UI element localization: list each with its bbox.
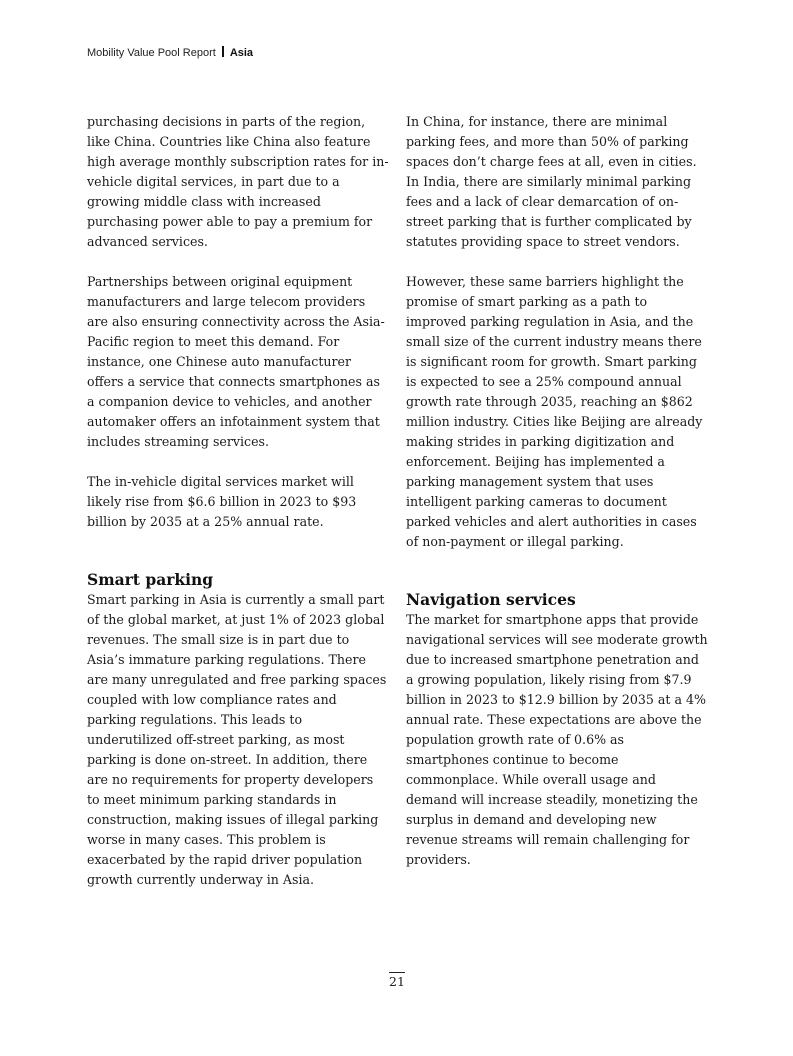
right-column bbox=[406, 112, 710, 870]
running-header bbox=[87, 46, 253, 59]
section-heading-navigation-services: Navigation services bbox=[406, 590, 576, 609]
paragraph: However, these same barriers highlight the promise of smart parking as a path to improved parking regulation in Asia, and the small size of the current industry means there is significant room for growth. Smart parking is expected to see a 25% compound annual growth rate through 2035, reaching an $862 million industry. Cities like Beijing are already making strides in parking digitization and enforcement. Beijing has implemented a parking management system that uses intelligent parking cameras to document parked vehicles and alert authorities in cases of non-payment or illegal parking. bbox=[406, 274, 703, 549]
report-title: Mobility Value Pool Report bbox=[87, 47, 216, 59]
paragraph: The in-vehicle digital services market will likely rise from $6.6 billion in 2023 to $93 billion by 2035 at a 25% annual rate. bbox=[87, 474, 357, 529]
paragraph: purchasing decisions in parts of the region, like China. Countries like China also feature high average monthly subscription rates for in-vehicle digital services, in part due to a growing middle class with increased purchasing power able to pay a premium for advanced services. bbox=[87, 114, 389, 249]
left-column bbox=[87, 112, 389, 890]
region-label: Asia bbox=[229, 47, 254, 59]
header-separator bbox=[222, 46, 224, 57]
paragraph: In China, for instance, there are minimal parking fees, and more than 50% of parking spaces don’t charge fees at all, even in cities. In India, there are similarly minimal parking fees and a lack of clear demarcation of on-street parking that is further complicated by statutes providing space to street vendors. bbox=[406, 114, 697, 249]
paragraph: The market for smartphone apps that provide navigational services will see moderate growth due to increased smartphone penetration and a growing population, likely rising from $7.9 billion in 2023 to $12.9 billion by 2035 at a 4% annual rate. These expectations are above the population growth rate of 0.6% as smartphones continue to become commonplace. While overall usage and demand will increase steadily, monetizing the surplus in demand and developing new revenue streams will remain challenging for providers. bbox=[406, 612, 708, 867]
page-number: 21 bbox=[389, 974, 405, 989]
paragraph: Smart parking in Asia is currently a small part of the global market, at just 1% of 2023 global revenues. The small size is in part due to Asia’s immature parking regulations. There are many unregulated and free parking spaces coupled with low compliance rates and parking regulations. This leads to underutilized off-street parking, as most parking is done on-street. In addition, there are no requirements for property developers to meet minimum parking standards in construction, making issues of illegal parking worse in many cases. This problem is exacerbated by the rapid driver population growth currently underway in Asia. bbox=[87, 592, 387, 887]
section-heading-smart-parking: Smart parking bbox=[87, 570, 214, 589]
paragraph: Partnerships between original equipment manufacturers and large telecom providers are also ensuring connectivity across the Asia-Pacific region to meet this demand. For instance, one Chinese auto manufacturer offers a service that connects smartphones as a companion device to vehicles, and another automaker offers an infotainment system that includes streaming services. bbox=[87, 274, 385, 449]
